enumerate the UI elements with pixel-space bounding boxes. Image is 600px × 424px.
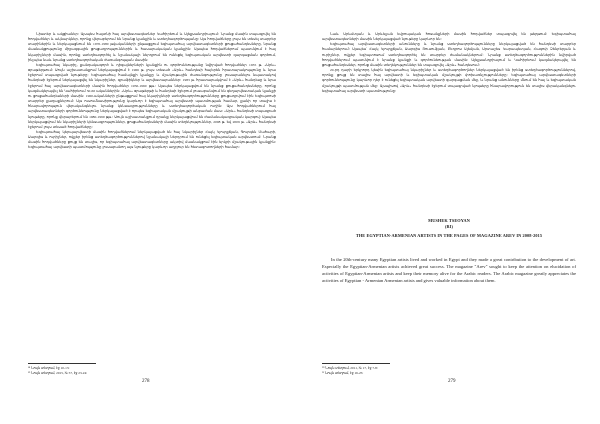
- right-footnote-1: ²⁰ Նույն տեղում, 2011, № 17, էջ 7-8:: [322, 366, 378, 370]
- right-footnote-2: ²¹ Նույն տեղում, էջ 16-25:: [322, 371, 364, 375]
- left-page-number: 278: [142, 379, 150, 384]
- left-footnote-1: ¹⁸ Նույն տեղում, էջ 10-13:: [28, 366, 70, 370]
- author-affiliation: (RI): [444, 224, 454, 229]
- right-page-number: 279: [448, 379, 456, 384]
- right-paragraph-1: Նաև Արևմտյան և Արևելյան եվրոպական հոսանքների մասին հոդվածներ տպագրվել են թերթում։ Եգիպտահայ արվեստագետների մասին ներկայացված նյութերը կարևոր են։: [322, 32, 576, 42]
- left-paragraph-2: Եգիպտահայ նկարիչ, քանդակագործ և դիզայներների կյանքին ու գործունեությանը նվիրված հոդվածներ 1935 թ. «Արև» օրաթերթում։ Սույն աշխատանքում ներկայացվում է 1966 թ. լույս տեսած «Արև» հանդեսի հայերեն հրատարակությունը և նրա էջերում տպագրված նյութերը։ Եգիպտահայ համայնքի կյանքը և մշակութային ժառանգությունը լուսաբանելու նպատակով հանդեսի էջերում ներկայացվել են նկարիչներ, գրաֆիկներ և արվեստաբաններ։ 1983 թ. հրատարակվում է «Արև» հանդեսը և նրա էջերում հայ արվեստագետների մասին հոդվածներ 1950-1960 թթ.։ Այսպես ներկայացվում են նրանց ցուցահանդեսները, որոնք կազմակերպվել են Կահիրեում 50-60 ականներին։ «Արև» օրաթերթի և հանդեսի էջերում լուսաբանվում են գեղարվեստական կյանքի ու ցուցահանդեսների մասին։ 1960-ականների ընթացքում հայ նկարիչների ստեղծագործությունները ցուցադրվում էին Եգիպտոսի տարբեր քաղաքներում։ Այս ուսումնասիրությունը կարևոր է եգիպտահայ արվեստի պատմության համար, քանի որ տալիս է հնարավորություն վերականգնելու նրանց կենսագրությունները և ստեղծագործական ուղին։ Այս հոդվածներում հայ արվեստագետների գործունեությունը ներկայացված է որպես եգիպտական մշակույթի անբաժան մաս։ «Արև» հանդեսի տպագրած նյութերը, որոնք վերաբերում են 1980-1990 թթ.։ Սույն աշխատանքում դրանք ներկայացվում են ժամանակագրական կարգով։ Այսպես ներկայացվում են նկարիչների կենսագրություններ, ցուցահանդեսների մասին տեղեկություններ, 2008 թ. եվ 2009 թ. «Արև» հանդեսի էջերում լույս տեսած հոդվածները։: [28, 62, 276, 129]
- right-footnote-rule: [322, 363, 390, 364]
- left-paragraph-3: Եգիպտահայ կերպարվեստի մասին հոդվածներում ներկայացված են հայ նկարիչներ Հայկ Կյուրքճյան, Գուրգեն Մահարի, Սարգիս և ուրիշներ, ովքեր իրենց ստեղծագործություններով նշանակալի ներդրում են ունեցել եգիպտական արվեստում։ Նրանց մասին հոդվածները ցույց են տալիս, որ եգիպտահայ արվեստագետները ակտիվ մասնակցում էին երկրի մշակութային կյանքին։ Եգիպտահայ արվեստի պատմությունը լուսաբանող այս նյութերը կարևոր աղբյուր են հետազոտողների համար։: [28, 129, 276, 150]
- article-title: THE EGYPTIAN-ARMENIAN ARTISTS IN THE PAGES OF MAGAZINE AREV IN 2008-2015: [355, 233, 543, 238]
- left-footnote-2: ¹⁹ Նույն տեղում, 2015, № 57, էջ 23-24:: [28, 371, 88, 375]
- right-paragraph-3: 20-րդ դարի երկրորդ կեսին եգիպտահայ նկարիչներ և ստեղծագործողներ ներկայացված են իրենց ստեղծագործություններով, որոնք ցույց են տալիս հայ արվեստի և եգիպտական մշակույթի փոխառնչությունները։ Եգիպտահայ արվեստագետների գործունեությունը կարևոր դեր է ունեցել եգիպտական արվեստի զարգացման մեջ, և նրանց անունները մնում են հայ և եգիպտական մշակույթի պատմության մեջ։ Այսպիսով «Արև» հանդեսի էջերում տպագրված նյութերը հնարավորություն են տալիս վերականգնելու եգիպտահայ արվեստի պատմությունը։: [322, 68, 576, 93]
- author-name: MUSHEK TSEOYAN: [428, 218, 470, 223]
- english-summary: In the 20th-century many Egyptian artists lived and worked in Egypt and they made a great contribution to the development of art. Especially the Egyptian-Armenian artists achieved great success. The magazine "Arev" sought to keep the attention on elucidation of activities of Egyptian-Armenian artists and keep their memory alive for the Arabic readers. The Arabic magazine greatly appreciates the activities of Egyptian - Armenian Armenian artists and gives valuable information about them.: [322, 257, 576, 284]
- left-footnote-rule: [28, 363, 96, 364]
- right-page: [300, 0, 600, 424]
- right-paragraph-2: Եգիպտահայ արվեստագետների անունները և նրանց ստեղծագործությունները ներկայացված են հանդեսի տարբեր համարներում։ Այսպես՝ Հայկ Կյուրքճյան, Սարգիս Յուսուֆյան, Բեդրոս Ալեմյան, Արտաշես Կարապետյան, Հագոփ Զենբերյան և ուրիշներ, ովքեր Եգիպտոսում ստեղծագործել են տարբեր ժամանակներում։ Նրանց ստեղծագործություններին նվիրված հոդվածներում պատմվում է նրանց կյանքի և գործունեության մասին։ Ալեքսանդրիայում և Կահիրեում կազմակերպվել են ցուցահանդեսներ, որոնց մասին տեղեկություններ են տպագրվել «Արև» հանդեսում։: [322, 42, 576, 67]
- left-page-body: [28, 32, 276, 151]
- left-paragraph-1: Նիստեր և ակցիաներ։ Այսպես հայտնի հայ արվեստագետներ Կահիրեում և Ալեքսանդրիայում։ Նրանց մասին տպագրվել են հոդվածներ և ակնարկներ, որոնք վերաբերում են նրանց կյանքին և ստեղծագործությանը։ Այս հոդվածները լույս են տեսել տարբեր տարիներին և ներկայացնում են 1970-1980 թվականների ընթացքում եգիպտահայ արվեստագետների ցուցահանդեսները, նրանց մասնակցությունը միջազգային ցուցադրություններին և հասարակական կյանքին։ Այսպես հոդվածներում պատմվում է հայ նկարիչների մասին, որոնք ստեղծագործել և նշանակալի ներդրում են ունեցել եգիպտական արվեստի զարգացման գործում, ինչպես նաև նրանց ստեղծագործական ժառանգության մասին։: [28, 32, 276, 62]
- right-page-body: [322, 32, 576, 94]
